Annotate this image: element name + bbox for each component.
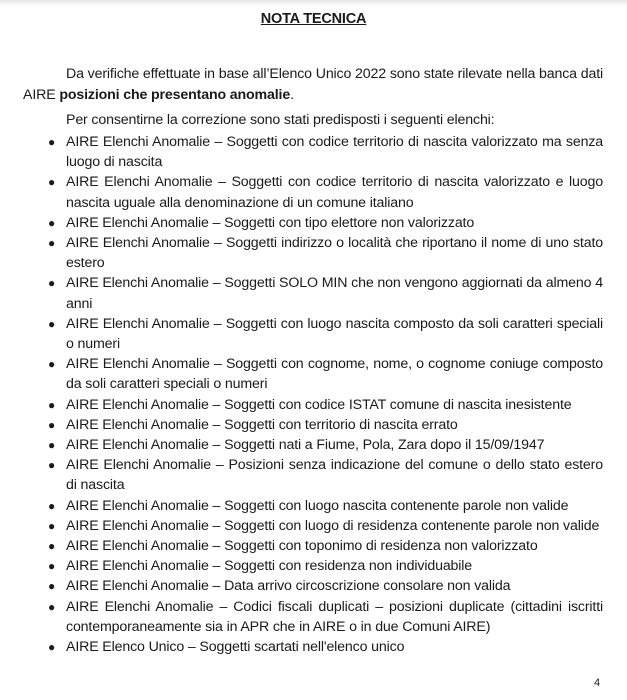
list-item-text: AIRE Elenchi Anomalie – Soggetti con luogo di residenza contenente parole non valide bbox=[66, 517, 600, 534]
list-item-text: AIRE Elenchi Anomalie – Soggetti con codice ISTAT comune di nascita inesistente bbox=[66, 396, 572, 413]
bullet-icon: ● bbox=[48, 640, 56, 655]
viewer-top-shadow bbox=[0, 0, 627, 6]
bullet-icon: ● bbox=[48, 135, 56, 149]
bullet-icon: ● bbox=[48, 518, 56, 533]
bullet-icon: ● bbox=[48, 175, 56, 190]
anomaly-list bbox=[48, 132, 603, 657]
intro-text: Da verifiche effettuate in base all’Elenco Unico 2022 sono state rilevate nella banca dati AIRE bbox=[23, 66, 603, 103]
list-item-text: AIRE Elenchi Anomalie – Soggetti con cognome, nome, o cognome coniuge composto da soli caratteri speciali o numeri bbox=[66, 356, 603, 393]
list-item-text: AIRE Elenchi Anomalie – Soggetti con codice territorio di nascita valorizzato ma senza luogo di nascita bbox=[66, 134, 603, 171]
list-item bbox=[48, 637, 603, 657]
list-item bbox=[48, 496, 603, 516]
list-item bbox=[48, 415, 603, 435]
intro-period: . bbox=[290, 86, 294, 103]
intro-paragraph bbox=[23, 64, 603, 105]
bullet-icon: ● bbox=[48, 458, 56, 473]
list-item bbox=[48, 213, 603, 233]
list-item-text: AIRE Elenchi Anomalie – Soggetti con codice territorio di nascita valorizzato e luogo nascita uguale alla denominazione di un comune italiano bbox=[66, 174, 603, 211]
document-title: NOTA TECNICA bbox=[260, 11, 367, 27]
list-item bbox=[48, 314, 603, 354]
bullet-icon: ● bbox=[48, 397, 56, 412]
list-item-text: AIRE Elenchi Anomalie – Soggetti SOLO MIN che non vengono aggiornati da almeno 4 anni bbox=[66, 275, 603, 312]
bullet-icon: ● bbox=[48, 316, 56, 331]
list-item-text: AIRE Elenchi Anomalie – Soggetti con tipo elettore non valorizzato bbox=[66, 214, 475, 231]
bullet-icon: ● bbox=[48, 539, 56, 554]
lead-paragraph: Per consentirne la correzione sono stati predisposti i seguenti elenchi: bbox=[66, 112, 495, 128]
list-item-text: AIRE Elenchi Anomalie – Soggetti con territorio di nascita errato bbox=[66, 416, 458, 433]
list-item bbox=[48, 576, 603, 596]
bullet-icon: ● bbox=[48, 498, 56, 513]
list-item-text: AIRE Elenchi Anomalie – Soggetti con residenza non individuabile bbox=[66, 558, 473, 575]
list-item bbox=[48, 354, 603, 394]
list-item bbox=[48, 556, 603, 576]
list-item bbox=[48, 395, 603, 415]
list-item-text: AIRE Elenchi Anomalie – Soggetti indirizzo o località che riportano il nome di uno stato estero bbox=[66, 235, 603, 272]
bullet-icon: ● bbox=[48, 599, 56, 614]
list-item bbox=[48, 597, 603, 637]
list-item-text: AIRE Elenchi Anomalie – Data arrivo circoscrizione consolare non valida bbox=[66, 578, 511, 595]
list-item bbox=[48, 132, 603, 172]
page-number: 4 bbox=[594, 677, 601, 689]
list-item bbox=[48, 435, 603, 455]
bullet-icon: ● bbox=[48, 579, 56, 594]
bullet-icon: ● bbox=[48, 559, 56, 574]
list-item bbox=[48, 536, 603, 556]
list-item-text: AIRE Elenchi Anomalie – Soggetti con toponimo di residenza non valorizzato bbox=[66, 538, 538, 555]
list-item bbox=[48, 516, 603, 536]
list-item bbox=[48, 273, 603, 313]
bullet-icon: ● bbox=[48, 236, 56, 251]
list-item-text: AIRE Elenchi Anomalie – Posizioni senza indicazione del comune o dello stato estero di nascita bbox=[66, 457, 603, 494]
bullet-icon: ● bbox=[48, 276, 56, 291]
list-item-text: AIRE Elenco Unico – Soggetti scartati nell'elenco unico bbox=[66, 639, 405, 656]
list-item-text: AIRE Elenchi Anomalie – Soggetti con luogo nascita composto da soli caratteri speciali o numeri bbox=[66, 315, 603, 353]
bullet-icon: ● bbox=[48, 438, 56, 453]
list-item-text: AIRE Elenchi Anomalie – Soggetti nati a Fiume, Pola, Zara dopo il 15/09/1947 bbox=[66, 437, 545, 454]
list-item-text: AIRE Elenchi Anomalie – Codici fiscali duplicati – posizioni duplicate (cittadini iscritti contemporaneamente sia in APR che in AIRE o in due Comuni AIRE) bbox=[66, 598, 603, 635]
list-item bbox=[48, 233, 603, 273]
list-item bbox=[48, 172, 603, 212]
list-item bbox=[48, 455, 603, 495]
bullet-icon: ● bbox=[48, 215, 56, 230]
bullet-icon: ● bbox=[48, 417, 56, 432]
intro-bold-text: posizioni che presentano anomalie bbox=[59, 86, 291, 103]
bullet-icon: ● bbox=[48, 357, 56, 372]
list-item-text: AIRE Elenchi Anomalie – Soggetti con luogo nascita contenente parole non valide bbox=[66, 497, 569, 514]
